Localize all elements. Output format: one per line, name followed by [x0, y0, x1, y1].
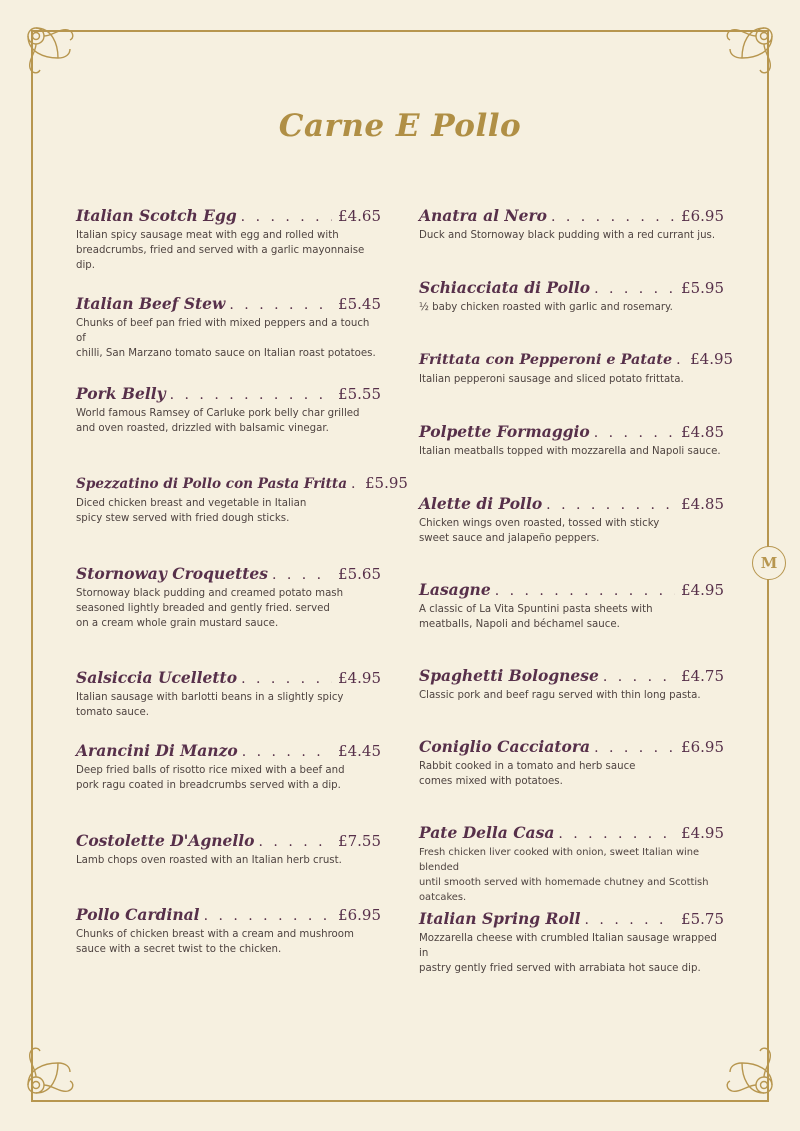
dot-leader — [558, 826, 675, 842]
menu-item — [76, 474, 408, 526]
dot-leader — [676, 352, 686, 368]
item-price: £6.95 — [681, 207, 724, 225]
item-price: £4.95 — [681, 824, 724, 842]
dot-leader — [351, 476, 361, 492]
item-price: £5.65 — [338, 565, 381, 583]
menu-item — [419, 823, 724, 905]
dot-leader — [594, 740, 675, 756]
dot-leader — [241, 671, 332, 687]
item-name: Anatra al Nero — [419, 206, 547, 225]
item-price: £5.95 — [365, 474, 408, 492]
dot-leader — [603, 669, 675, 685]
item-price: £4.65 — [338, 207, 381, 225]
dot-leader — [546, 497, 675, 513]
item-description: World famous Ramsey of Carluke pork belly char grilled and oven roasted, drizzled with balsamic vinegar. — [76, 408, 360, 434]
dot-leader — [229, 297, 332, 313]
item-description: Classic pork and beef ragu served with thin long pasta. — [419, 690, 701, 701]
item-description: Chunks of beef pan fried with mixed peppers and a touch of chilli, San Marzano tomato sauce on Italian roast potatoes. — [76, 318, 376, 359]
menu-item — [419, 494, 724, 546]
item-description: Deep fried balls of risotto rice mixed with a beef and pork ragu coated in breadcrumbs served with a dip. — [76, 765, 345, 791]
item-price: £4.95 — [681, 581, 724, 599]
dot-leader — [594, 425, 675, 441]
item-name: Pate Della Casa — [419, 823, 555, 842]
menu-item — [419, 580, 724, 632]
item-description: Mozzarella cheese with crumbled Italian sausage wrapped in pastry gently fried served with arrabiata hot sauce dip. — [419, 933, 717, 974]
item-price: £4.85 — [681, 423, 724, 441]
item-description: ½ baby chicken roasted with garlic and rosemary. — [419, 302, 673, 313]
item-description: Chunks of chicken breast with a cream and mushroom sauce with a secret twist to the chicken. — [76, 929, 354, 955]
item-description: Lamb chops oven roasted with an Italian herb crust. — [76, 855, 342, 866]
item-name: Arancini Di Manzo — [76, 741, 238, 760]
dot-leader — [204, 908, 332, 924]
menu-item — [76, 741, 381, 793]
menu-item — [419, 422, 724, 459]
item-price: £6.95 — [681, 738, 724, 756]
item-price: £4.45 — [338, 742, 381, 760]
menu-item — [419, 350, 734, 387]
item-description: Duck and Stornoway black pudding with a red currant jus. — [419, 230, 716, 241]
item-price: £4.95 — [338, 669, 381, 687]
item-name: Polpette Formaggio — [419, 422, 590, 441]
item-price: £4.75 — [681, 667, 724, 685]
item-price: £5.95 — [681, 279, 724, 297]
menu-item — [419, 737, 724, 789]
menu-item — [76, 831, 381, 868]
item-name: Italian Spring Roll — [419, 909, 581, 928]
dot-leader — [242, 744, 332, 760]
item-name: Schiacciata di Pollo — [419, 278, 591, 297]
item-description: Italian spicy sausage meat with egg and rolled with breadcrumbs, fried and served with a garlic mayonnaise dip. — [76, 230, 365, 271]
dot-leader — [259, 834, 333, 850]
item-name: Lasagne — [419, 580, 491, 599]
ornament-icon — [18, 1043, 78, 1103]
dot-leader — [170, 387, 332, 403]
item-name: Italian Beef Stew — [76, 294, 226, 313]
item-price: £4.85 — [681, 495, 724, 513]
item-name: Salsiccia Ucelletto — [76, 668, 238, 687]
item-description: Stornoway black pudding and creamed potato mash seasoned lightly breaded and gently fried. served on a cream whole grain mustard sauce. — [76, 588, 344, 629]
monogram-icon: M — [752, 546, 786, 580]
menu-item — [76, 668, 381, 720]
item-name: Costolette D'Agnello — [76, 831, 255, 850]
page-title: Carne E Pollo — [278, 108, 522, 144]
item-name: Spaghetti Bolognese — [419, 666, 599, 685]
dot-leader — [551, 209, 675, 225]
item-name: Italian Scotch Egg — [76, 206, 237, 225]
item-price: £5.45 — [338, 295, 381, 313]
item-name: Alette di Pollo — [419, 494, 543, 513]
item-description: Italian meatballs topped with mozzarella and Napoli sauce. — [419, 446, 721, 457]
item-description: Fresh chicken liver cooked with onion, sweet Italian wine blended until smooth served with homemade chutney and Scottish oatcakes. — [419, 847, 709, 903]
dot-leader — [585, 912, 676, 928]
menu-item — [76, 384, 381, 436]
item-name: Pork Belly — [76, 384, 166, 403]
item-description: Chicken wings oven roasted, tossed with sticky sweet sauce and jalapeño peppers. — [419, 518, 660, 544]
menu-item — [419, 206, 724, 243]
dot-leader — [272, 567, 332, 583]
item-price: £6.95 — [338, 906, 381, 924]
menu-item — [76, 206, 381, 273]
item-price: £7.55 — [338, 832, 381, 850]
item-name: Stornoway Croquettes — [76, 564, 268, 583]
item-description: Italian sausage with barlotti beans in a slightly spicy tomato sauce. — [76, 692, 344, 718]
item-description: Rabbit cooked in a tomato and herb sauce comes mixed with potatoes. — [419, 761, 636, 787]
menu-item — [419, 666, 724, 703]
menu-item — [76, 294, 381, 361]
item-name: Spezzatino di Pollo con Pasta Fritta — [76, 476, 347, 492]
ornament-icon — [722, 1043, 782, 1103]
ornament-icon — [18, 18, 78, 78]
menu-item — [419, 909, 724, 976]
item-price: £5.75 — [681, 910, 724, 928]
item-name: Pollo Cardinal — [76, 905, 200, 924]
dot-leader — [594, 281, 675, 297]
dot-leader — [495, 583, 675, 599]
menu-item — [419, 278, 724, 315]
item-description: A classic of La Vita Spuntini pasta sheets with meatballs, Napoli and béchamel sauce. — [419, 604, 653, 630]
menu-item — [76, 564, 381, 631]
item-description: Diced chicken breast and vegetable in Italian spicy stew served with fried dough sticks. — [76, 498, 307, 524]
menu-item — [76, 905, 381, 957]
item-price: £5.55 — [338, 385, 381, 403]
dot-leader — [241, 209, 332, 225]
item-name: Frittata con Pepperoni e Patate — [419, 351, 673, 368]
ornament-icon — [722, 18, 782, 78]
item-description: Italian pepperoni sausage and sliced potato frittata. — [419, 374, 684, 385]
item-price: £4.95 — [690, 350, 734, 368]
item-name: Coniglio Cacciatora — [419, 737, 591, 756]
